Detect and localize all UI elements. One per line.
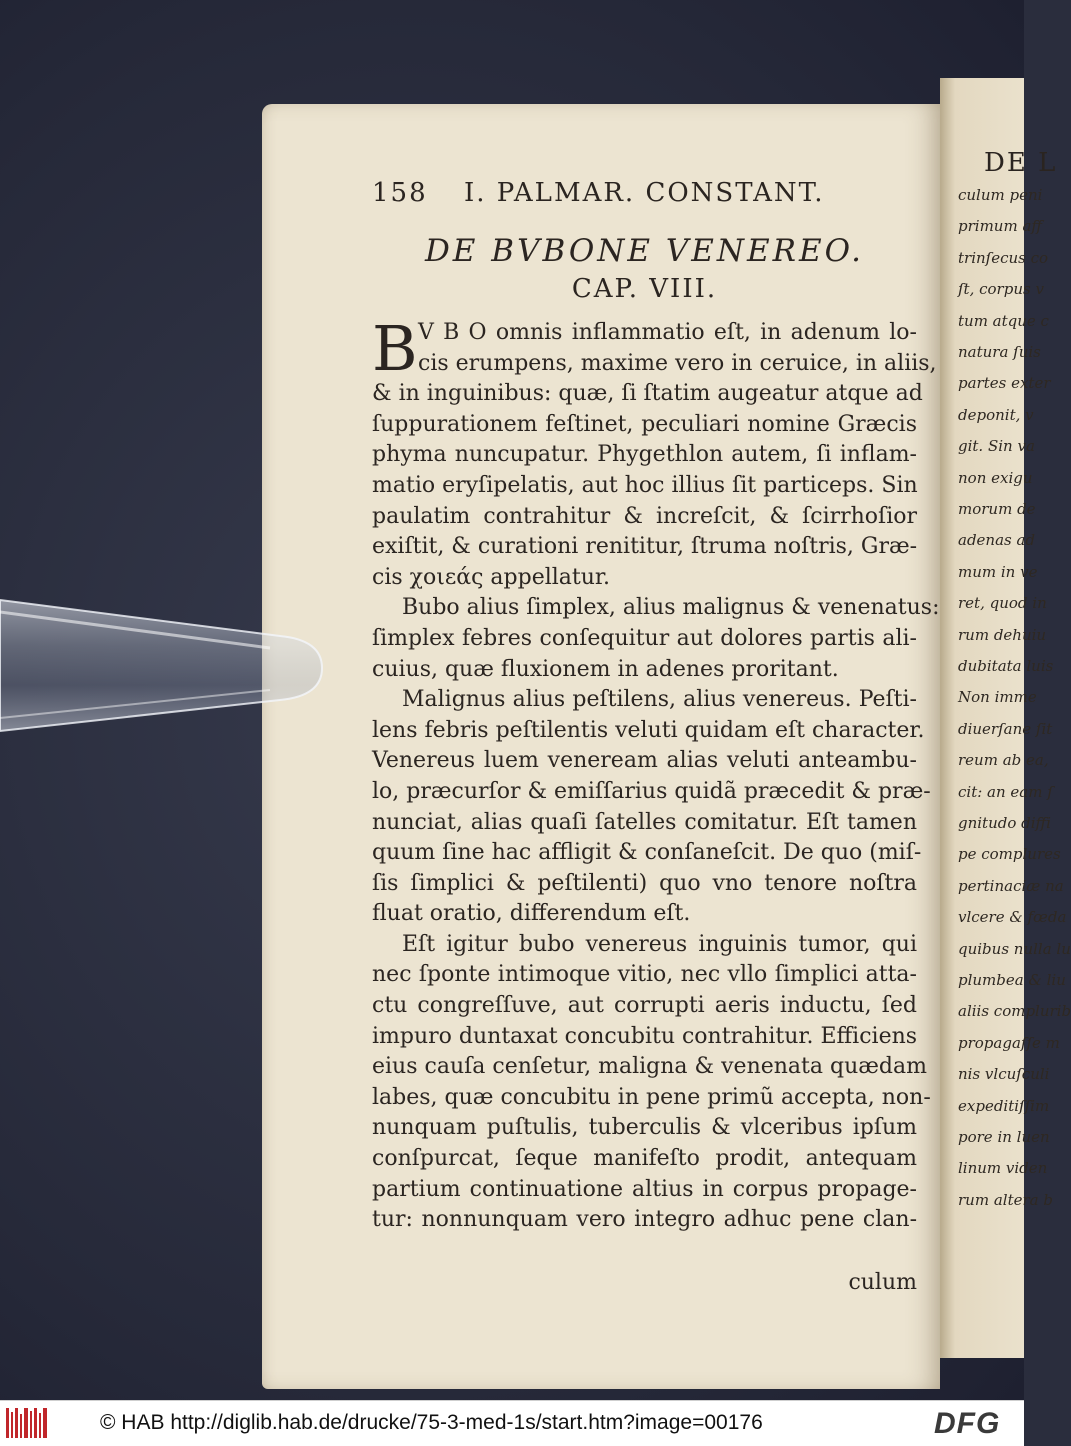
text-line: Malignus alius peſtilens, alius venereus. Peſti- [402,687,917,713]
text-line: Venereus luem veneream alias veluti anteambu- [372,748,917,774]
facing-page-line: expeditiſſim [958,1096,1050,1115]
text-line: lo, præcurſor & emiſſarius quidã præcedit & præ- [372,778,931,804]
facing-page-line: git. Sin va [958,437,1035,456]
book-page [262,104,940,1389]
text-line: ſuppurationem feſtinet, peculiari nomine Græcis [372,411,917,437]
facing-page-line: trinſecus co [958,248,1049,267]
facing-page-line: pe complures [958,845,1061,864]
text-line: nunquam puſtulis, tuberculis & vlceribus ipſum [372,1115,917,1141]
facing-page-line: tum atque c [958,311,1049,330]
facing-page-line: morum de [958,500,1036,518]
facing-page-line: vlcere & fœda [958,908,1067,927]
text-line: quum ſine hac affligit & conſaneſcit. De quo (miſ- [372,840,922,866]
facing-page-header: DE L [984,148,1058,178]
facing-page-line: partes exter [958,374,1051,393]
hab-logo-icon [6,1408,48,1438]
facing-page [940,78,1071,1358]
text-line: Bubo alius ſimplex, alius malignus & venenatus: [402,595,940,621]
text-line: cis χοιεάς appellatur. [372,564,611,590]
body-text [372,312,940,1236]
text-line: & in inguinibus: quæ, ſi ſtatim augeatur atque ad [372,381,923,407]
running-head-title: I. PALMAR. CONSTANT. [464,178,825,208]
facing-page-line: mum in ve [958,562,1038,581]
copyright-url[interactable]: © HAB http://diglib.hab.de/drucke/75-3-med-1s/start.htm?image=00176 [100,1411,763,1434]
text-line: nunciat, alias quaſi ſatelles comitatur. Eſt tamen [372,809,917,835]
facing-page-line: Non imme [958,688,1037,707]
text-line: labes, quæ concubitu in pene primũ accepta, non- [372,1084,931,1110]
facing-page-line: deponit, v [958,405,1034,424]
facing-page-line: natura ſuis [958,343,1041,361]
dfg-logo: DFG [934,1407,1001,1440]
page-number: 158 [372,178,428,208]
facing-page-line: ret, quod in [958,594,1047,613]
facing-page-line: adenas ad [958,531,1036,550]
chapter-number: CAP. VIII. [571,274,718,304]
text-line: cis erumpens, maxime vero in ceruice, in aliis, [418,350,937,376]
text-line: Eſt igitur bubo venereus inguinis tumor, qui [402,931,917,957]
text-line: eius cauſa cenſetur, maligna & venenata quædam [372,1054,927,1080]
facing-page-line: rum altera b [958,1190,1053,1209]
facing-page-line: cit: an eam ſ [958,782,1053,801]
facing-page-line: quibus nulla lu [958,939,1071,958]
facing-page-line: rum dehuiu [958,625,1047,644]
text-line: ſimplex febres conſequitur aut dolores partis ali- [372,625,917,651]
facing-page-line: gnitudo diffi [958,814,1051,832]
facing-page-line: primum aff [958,217,1043,236]
facing-page-line: nis vlcuſculi [958,1065,1050,1084]
text-line: tur: nonnunquam vero integro adhuc pene clan- [372,1207,917,1233]
facing-page-line: dubitata luis [958,657,1054,675]
facing-page-line: culum peni [958,186,1043,204]
text-line: ctu congreſſuve, aut corrupti aeris inductu, ſed [372,993,917,1019]
glass-page-holder [0,598,325,733]
text-line: V B O omnis inflammatio eſt, in adenum lo- [418,320,917,345]
text-line: cuius, quæ fluxionem in adenes proritant. [372,656,839,682]
text-line: ſis ſimplici & peſtilenti) quo vno tenore noſtra [372,870,917,896]
text-line: partium continuatione altius in corpus propage- [372,1176,917,1202]
text-line: nec ſponte intimoque vitio, nec vllo ſimplici atta- [372,962,917,988]
facing-page-line: diuerſane ſit [958,719,1053,738]
text-line: fluat oratio, differendum eſt. [372,901,691,927]
chapter-title: DE BVBONE VENEREO. [424,233,865,269]
footer-bar [0,1400,1024,1446]
facing-page-line: pore in luen [958,1128,1050,1146]
text-line: paulatim contrahitur & increſcit, & ſcirrhoſior [372,503,917,529]
facing-page-line: linum viden [958,1159,1048,1178]
drop-cap: B [372,312,418,385]
text-line: exiſtit, & curationi renititur, ſtruma noſtris, Græ- [372,534,918,560]
text-line: lens febris peſtilentis veluti quidam eſt character. [372,717,925,743]
facing-page-line: plumbea & liu [958,971,1066,989]
facing-page-line: propagaſſe m [958,1033,1060,1052]
catchword: culum [848,1270,917,1295]
text-line: impuro duntaxat concubitu contrahitur. Efficiens [372,1023,918,1049]
facing-page-line: aliis complurib [958,1002,1071,1021]
text-line: matio eryſipelatis, aut hoc illius ſit particeps. Sin [372,472,918,498]
text-lines [372,312,940,1236]
facing-page-line: reum ab ea, [958,751,1049,770]
facing-page-line: ſt, corpus v [958,280,1044,299]
facing-page-line: non exigu [958,468,1033,487]
text-line: conſpurcat, ſeque manifeſto prodit, antequam [372,1146,917,1172]
facing-page-line: pertinaciæ na [958,876,1064,895]
text-line: phyma nuncupatur. Phygethlon autem, ſi inflam- [372,442,917,468]
